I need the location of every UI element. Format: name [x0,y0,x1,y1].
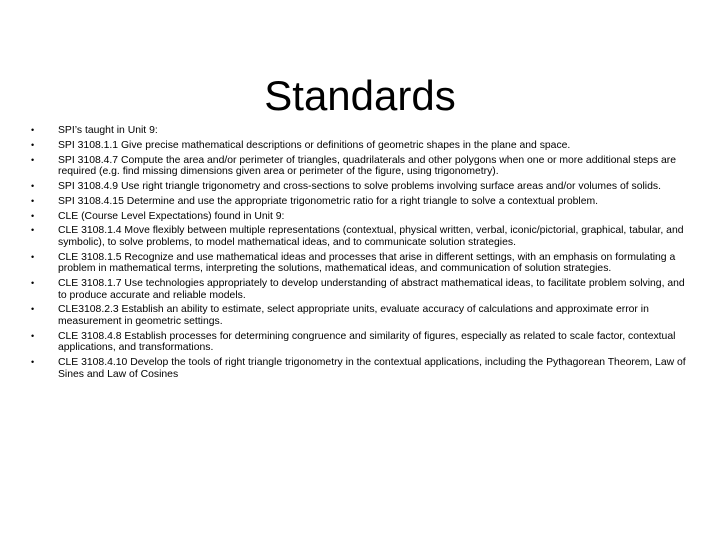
list-item [31,304,696,327]
bullet-icon: • [31,251,35,262]
list-item [31,278,696,301]
list-item [31,196,696,208]
list-item [31,181,696,193]
list-item-text: CLE 3108.4.10 Develop the tools of right triangle trigonometry in the contextual applications, including the Pythagorean Theorem, Law of Sines and Law of Cosines [58,357,686,380]
list-item-text: CLE 3108.1.7 Use technologies appropriately to develop understanding of abstract mathematical ideas, to facilitate problem solving, and to produce accurate and reliable models. [58,278,685,301]
bullet-icon: • [31,180,35,191]
list-item [31,125,696,137]
list-item-text: SPI 3108.4.9 Use right triangle trigonometry and cross-sections to solve problems involving surface areas and/or volumes of solids. [58,180,661,192]
bullet-icon: • [31,195,35,206]
list-item [31,225,696,248]
list-item-text: SPI 3108.4.7 Compute the area and/or perimeter of triangles, quadrilaterals and other polygons when one or more additional steps are required (e.g. find missing dimensions given area or perimeter of the figure, using trigonometry). [58,154,677,178]
bullet-icon: • [31,357,35,368]
list-item-text: CLE 3108.1.5 Recognize and use mathematical ideas and processes that arise in different settings, with an emphasis on formulating a problem in mathematical terms, interpreting the solutions, mathematical ideas, and communication of solution strategies. [58,251,676,275]
standards-list [31,125,696,384]
list-item [31,155,696,178]
bullet-icon: • [31,330,35,341]
list-item [31,211,696,223]
list-item [31,252,696,275]
bullet-icon: • [31,154,35,165]
list-item-text: CLE3108.2.3 Establish an ability to estimate, select appropriate units, evaluate accuracy of calculations and approximate error in measurement in geometric settings. [58,304,649,327]
bullet-icon: • [31,278,35,289]
list-item-text: CLE (Course Level Expectations) found in Unit 9: [58,210,285,222]
list-item [31,331,696,354]
bullet-icon: • [31,225,35,236]
list-item [31,357,696,380]
list-item [31,140,696,152]
bullet-icon: • [31,210,35,221]
list-item-text: SPI’s taught in Unit 9: [58,125,158,136]
list-item-text: CLE 3108.1.4 Move flexibly between multiple representations (contextual, physical written, verbal, iconic/pictorial, graphical, tabular, and symbolic), to solve problems, to model mathematical ideas, and to communicate solution strategies. [58,225,684,248]
bullet-icon: • [31,139,35,150]
list-item-text: SPI 3108.4.15 Determine and use the appropriate trigonometric ratio for a right triangle to solve a contextual problem. [58,195,599,207]
bullet-icon: • [31,125,35,135]
bullet-icon: • [31,304,35,315]
slide-title: Standards [264,72,456,119]
list-item-text: CLE 3108.4.8 Establish processes for determining congruence and similarity of figures, especially as related to scale factor, contextual applications, and transformations. [58,330,676,354]
list-item-text: SPI 3108.1.1 Give precise mathematical descriptions or definitions of geometric shapes in the plane and space. [58,139,571,151]
